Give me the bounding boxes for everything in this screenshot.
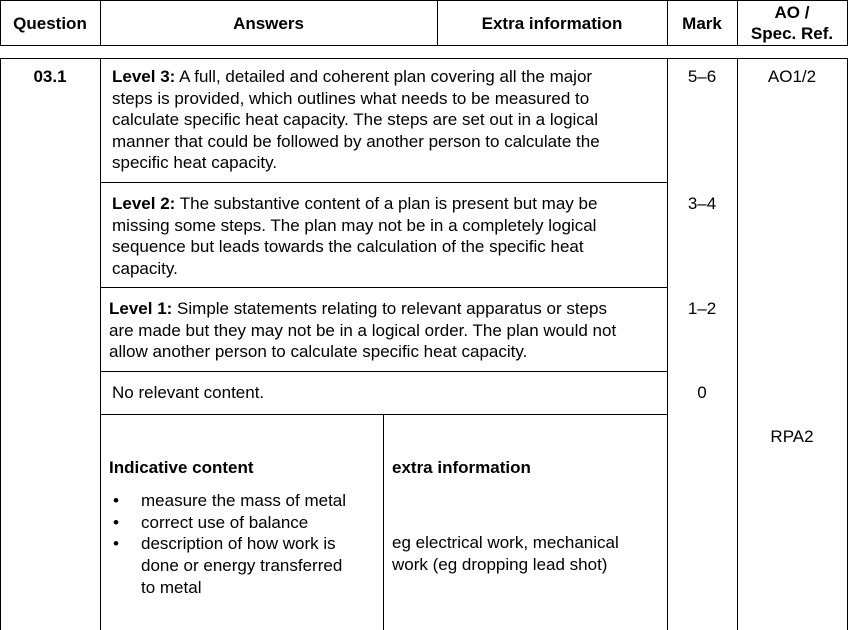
level-3-label: Level 3: (112, 67, 176, 86)
body-top-border (0, 58, 848, 59)
question-col-divider-body (100, 58, 101, 630)
indicative-extra-divider (383, 414, 384, 630)
header-extra-information: Extra information (481, 14, 623, 33)
mark-col-divider-body (667, 58, 668, 630)
extra-title: extra information (392, 458, 531, 477)
level-1-text-1: Simple statements relating to relevant apparatus or steps (172, 299, 607, 318)
header-ao-line1: AO / (774, 3, 810, 22)
header-top-border (0, 0, 848, 1)
indicative-title: Indicative content (109, 458, 254, 477)
extra-line-1: eg electrical work, mechanical (392, 533, 619, 552)
row-divider-2 (100, 287, 668, 288)
row-divider-1 (100, 182, 668, 183)
level-2-text-1: The substantive content of a plan is present but may be (175, 194, 598, 213)
level-3-line-5: specific heat capacity. (112, 153, 278, 172)
list-item-text: done or energy transferred (141, 556, 343, 576)
list-item (110, 533, 346, 598)
level-2-line-3: sequence but leads towards the calculation of the specific heat (112, 237, 584, 256)
level-3-line-4: manner that could be followed by another person to calculate the (112, 131, 600, 151)
level-1-label: Level 1: (109, 299, 173, 318)
list-item-text: measure the mass of metal (141, 491, 347, 510)
level-2-line-1 (112, 193, 597, 215)
list-item-text: correct use of balance (141, 512, 309, 532)
ao-ref-1: AO1/2 (767, 67, 817, 86)
header-bottom-border (0, 45, 848, 46)
list-item-text: description of how work is (141, 534, 336, 554)
list-item (110, 512, 346, 534)
level-3-line-1 (112, 66, 592, 88)
question-number: 03.1 (33, 67, 67, 86)
level-3-text-1: A full, detailed and coherent plan covering all the major (175, 67, 593, 86)
left-border-body (0, 58, 1, 630)
level-1-line-3: allow another person to calculate specific heat capacity. (109, 342, 528, 361)
level-2-line-2: missing some steps. The plan may not be in a completely logical (112, 215, 597, 235)
no-content-mark: 0 (697, 383, 707, 402)
header-mark: Mark (682, 14, 722, 33)
header-question: Question (13, 14, 87, 33)
level-2-line-4: capacity. (112, 258, 178, 278)
level-1-line-2: are made but they may not be in a logical order. The plan would not (109, 320, 617, 340)
level-3-line-3: calculate specific heat capacity. The steps are set out in a logical (112, 110, 599, 129)
level-1-mark: 1–2 (687, 299, 717, 318)
level-2-mark: 3–4 (687, 194, 717, 213)
ao-col-divider-body (737, 58, 738, 630)
level-1-line-1 (109, 298, 607, 320)
header-ao-line2: Spec. Ref. (750, 24, 834, 43)
ao-ref-2: RPA2 (770, 427, 814, 446)
level-3-mark: 5–6 (687, 67, 717, 86)
list-item-text: to metal (141, 577, 202, 597)
list-item (110, 490, 346, 512)
header-answers: Answers (233, 14, 304, 33)
row-divider-4 (100, 414, 668, 415)
no-content-text: No relevant content. (112, 383, 265, 402)
row-divider-3 (100, 371, 668, 372)
indicative-list (110, 490, 346, 599)
level-3-line-2: steps is provided, which outlines what needs to be measured to (112, 88, 590, 108)
extra-line-2: work (eg dropping lead shot) (392, 554, 608, 574)
level-2-label: Level 2: (112, 194, 176, 213)
